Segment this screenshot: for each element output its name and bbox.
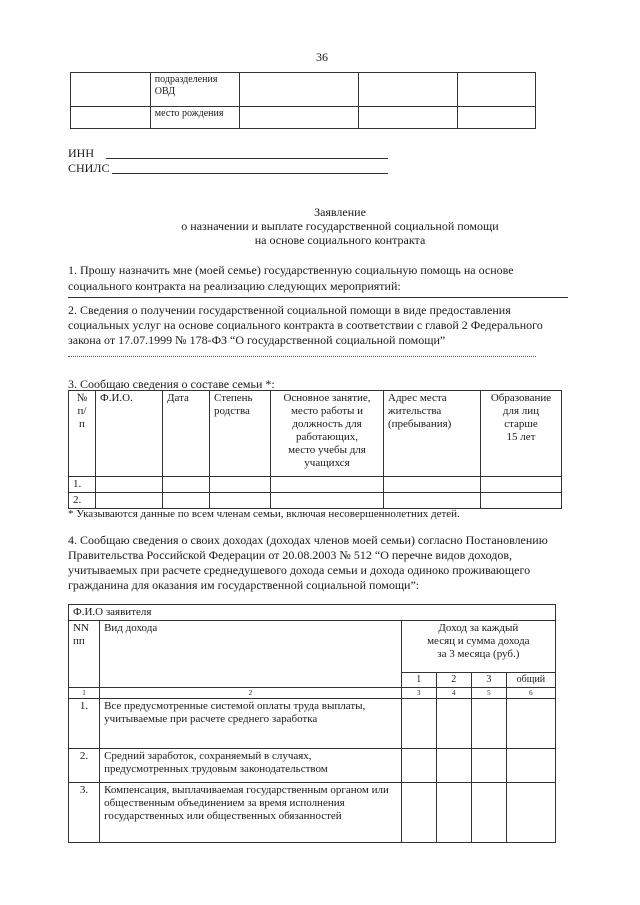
income-month-2: 2 — [436, 673, 471, 688]
paragraph-4: 4. Сообщаю сведения о своих доходах (доходах членов моей семьи) согласно Постановлению Правительства Российской Федерации от 20.08.2003 № 512 “О перечне видов доходов, учитываемых при расчете среднедушевого дохода семьи и дохода одиноко проживающего гражданина для оказания им государственной социальной помощи”: — [68, 533, 548, 592]
paragraph-2: 2. Сведения о получении государственной социальной помощи в виде предоставления социальных услуг на основе социального контракта в соответствии с главой 2 Федерального закона от 17.07.1999 № 178-ФЗ “О государственной социальной помощи” — [68, 303, 543, 347]
top-table-ovd-label: подразделения ОВД — [150, 73, 239, 107]
family-row-number: 1. — [69, 477, 96, 493]
measures-field[interactable] — [68, 297, 568, 298]
document-title — [60, 205, 620, 247]
top-table-birthplace-label: место рождения — [150, 107, 239, 129]
income-row-number: 3. — [69, 783, 100, 843]
income-index: 5 — [471, 688, 506, 699]
paragraph-3-title: 3. Сообщаю сведения о составе семьи *: — [68, 377, 275, 391]
family-header-name: Ф.И.О. — [96, 391, 163, 477]
income-applicant-label: Ф.И.О заявителя — [69, 605, 556, 621]
income-row-text: Средний заработок, сохраняемый в случаях, предусмотренных трудовым законодательством — [100, 749, 402, 783]
family-header-education: Образование для лиц старше 15 лет — [481, 391, 562, 477]
income-header-type: Вид дохода — [100, 621, 402, 688]
inn-field[interactable] — [106, 158, 388, 159]
inn-label: ИНН — [68, 146, 94, 160]
income-index: 6 — [506, 688, 555, 699]
paragraph-1: 1. Прошу назначить мне (моей семье) государственную социальную помощь на основе социального контракта на реализацию следующих мероприятий: — [68, 263, 514, 293]
income-row-number: 2. — [69, 749, 100, 783]
top-table — [70, 72, 536, 129]
income-index: 3 — [401, 688, 436, 699]
title-line-1: Заявление — [314, 205, 366, 219]
social-services-field[interactable] — [68, 356, 536, 357]
snils-label: СНИЛС — [68, 161, 110, 175]
family-table — [68, 390, 562, 509]
footnote: * Указываются данные по всем членам семьи, включая несовершеннолетних детей. — [68, 508, 460, 520]
income-month-total: общий — [506, 673, 555, 688]
income-row-number: 1. — [69, 699, 100, 749]
income-month-1: 1 — [401, 673, 436, 688]
snils-field[interactable] — [112, 173, 388, 174]
income-index: 4 — [436, 688, 471, 699]
title-line-3: на основе социального контракта — [254, 233, 426, 247]
title-line-2: о назначении и выплате государственной социальной помощи — [181, 219, 499, 233]
family-row-number: 2. — [69, 493, 96, 509]
income-header-months: Доход за каждый месяц и сумма дохода за 3 месяца (руб.) — [401, 621, 555, 673]
page-number: 36 — [316, 50, 328, 64]
income-header-nn: NN пп — [69, 621, 100, 688]
family-header-address: Адрес места жительства (пребывания) — [384, 391, 481, 477]
income-index: 1 — [69, 688, 100, 699]
income-row-text: Компенсация, выплачиваемая государственным органом или общественным объединением за время исполнения государственных или общественных обязанностей — [100, 783, 402, 843]
family-header-date: Дата — [163, 391, 210, 477]
family-header-relation: Степень родства — [210, 391, 271, 477]
income-table — [68, 604, 556, 843]
family-header-number: № п/ п — [69, 391, 96, 477]
income-row-text: Все предусмотренные системой оплаты труда выплаты, учитываемые при расчете среднего заработка — [100, 699, 402, 749]
income-index: 2 — [100, 688, 402, 699]
income-month-3: 3 — [471, 673, 506, 688]
family-header-occupation: Основное занятие, место работы и должность для работающих, место учебы для учащихся — [271, 391, 384, 477]
